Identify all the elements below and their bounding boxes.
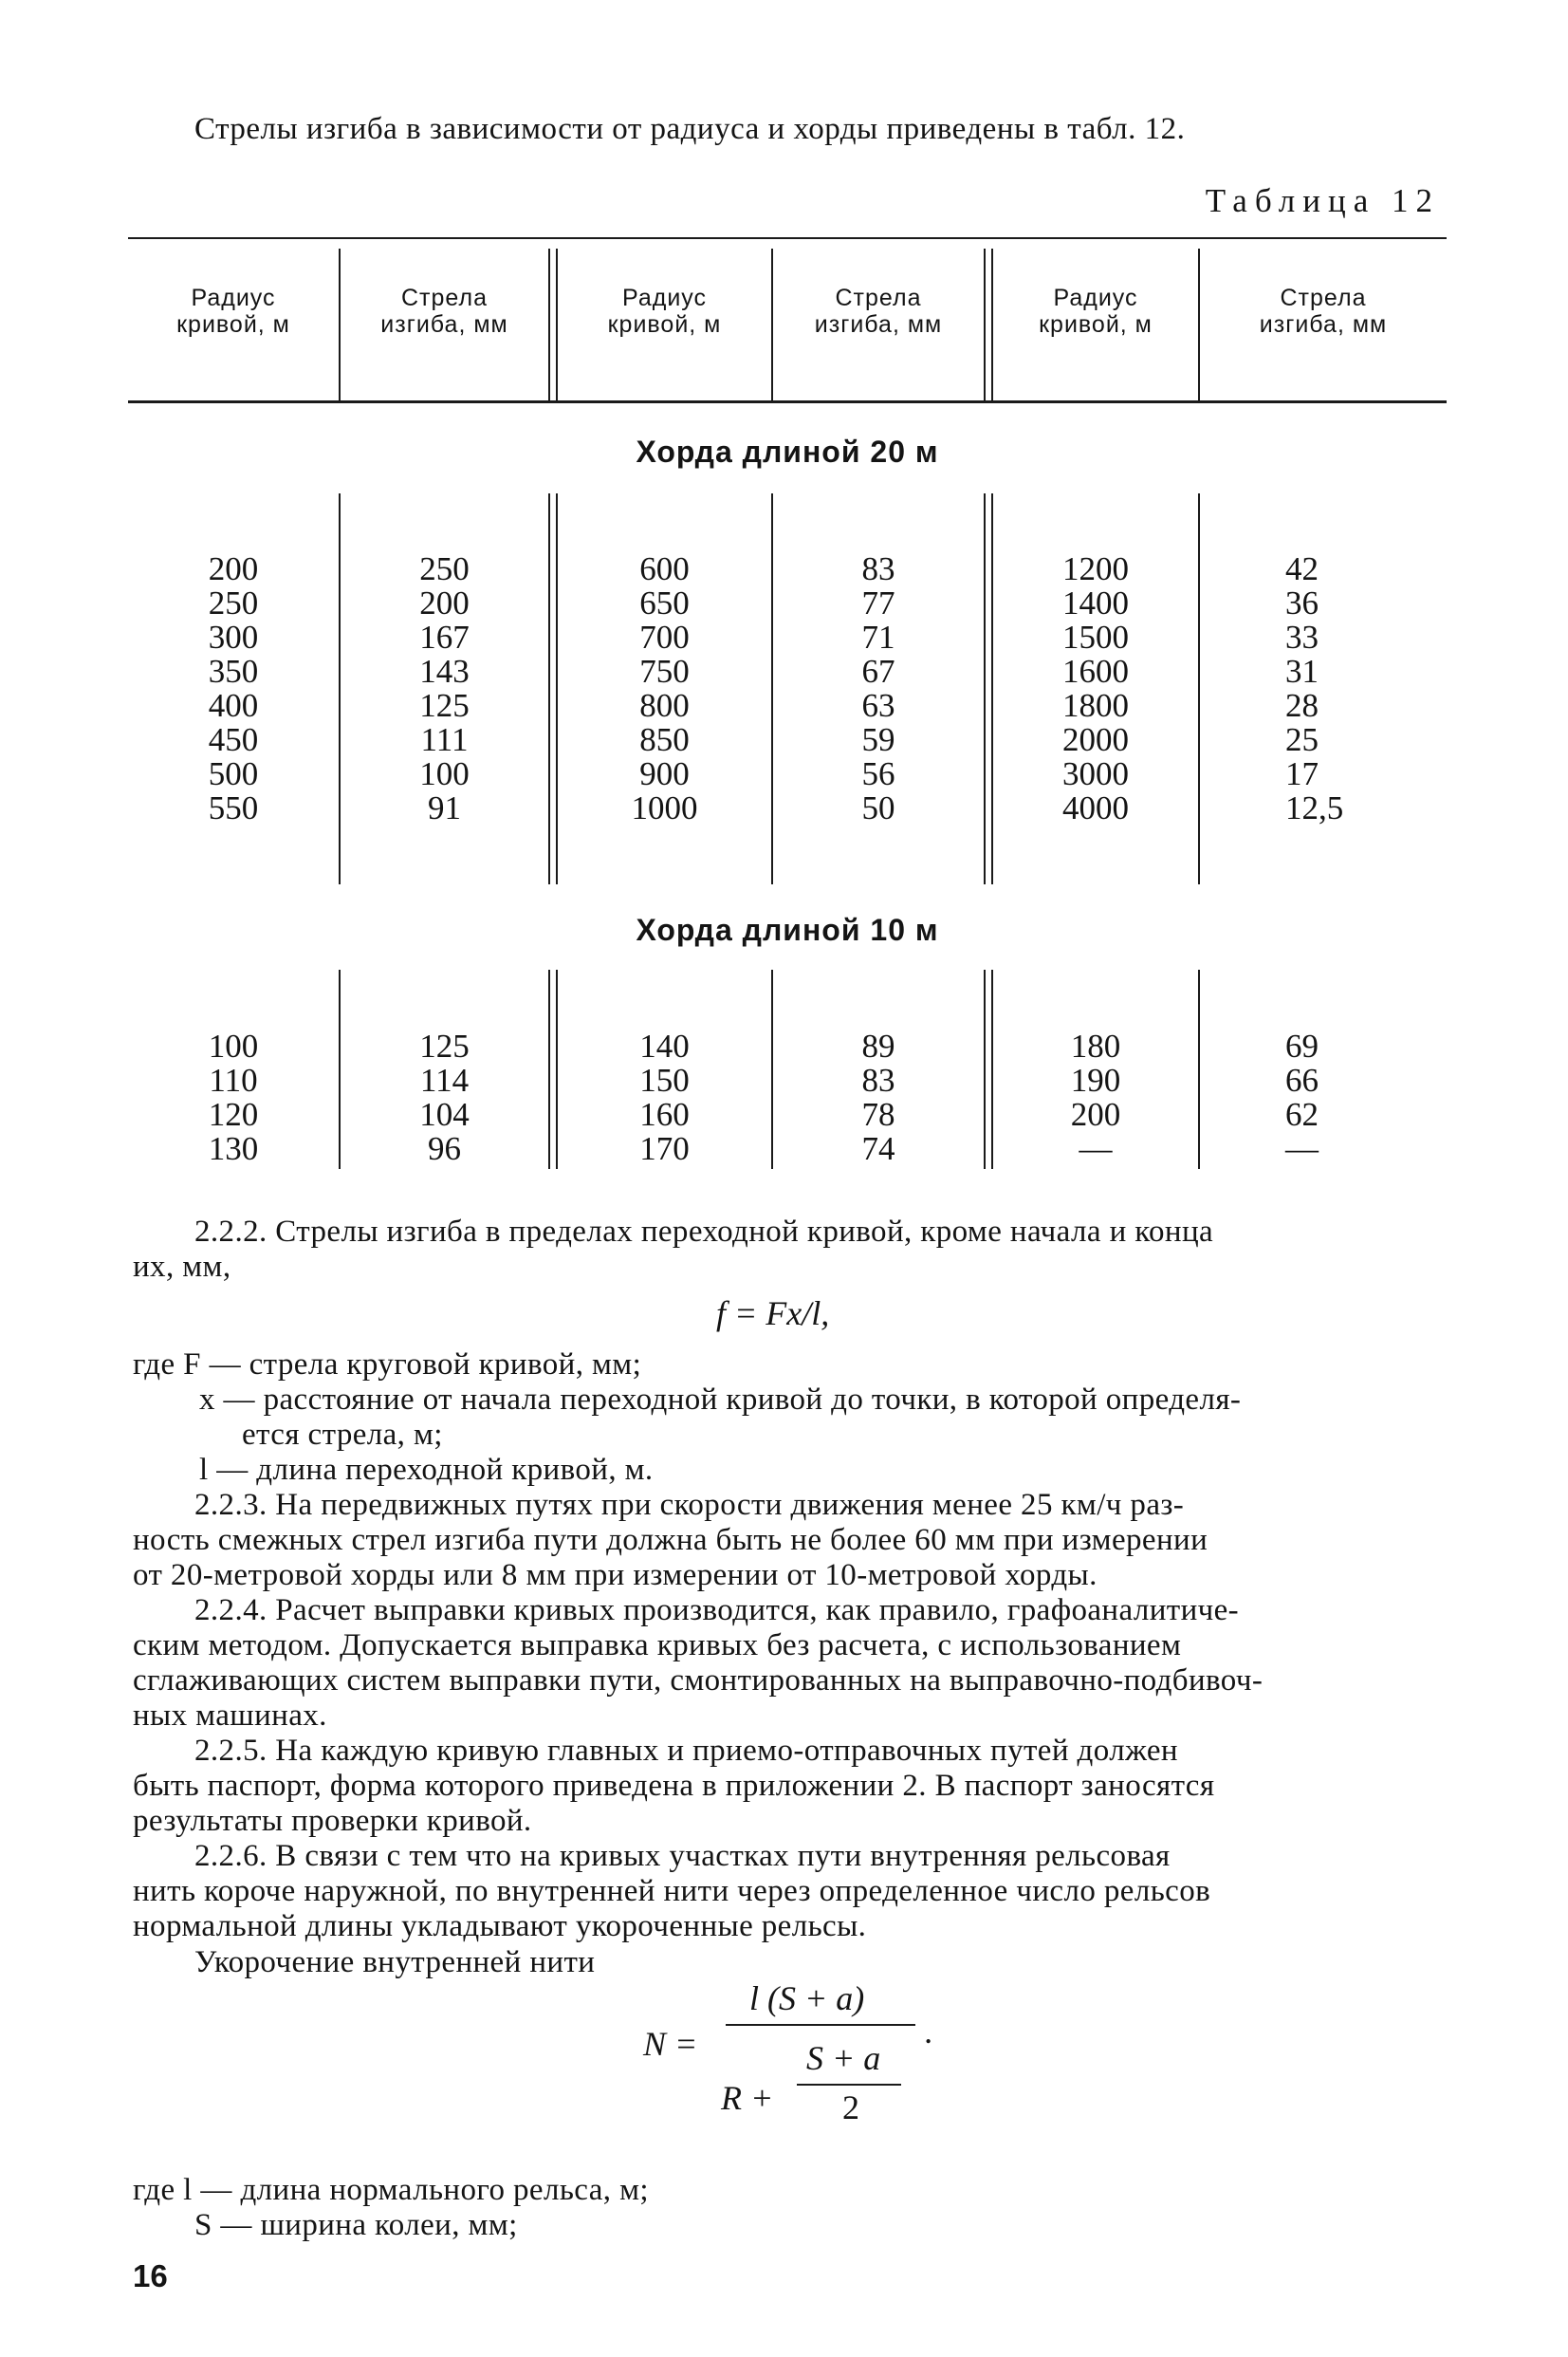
paragraph-2-2-6-line3: нормальной длины укладывают укороченные рельсы.: [133, 1909, 867, 1943]
header-deflection: Стрела изгиба, мм: [380, 285, 508, 338]
s1-col-radius-a: 200 250 300 350 400 450 500 550: [208, 550, 259, 826]
section-title-20m: Хорда длиной 20 м: [636, 435, 939, 469]
paragraph-2-2-4-line4: ных машинах.: [133, 1698, 327, 1733]
paragraph-2-2-3-line3: от 20-метровой хорды или 8 мм при измерении от 10-метровой хорды.: [133, 1558, 1098, 1592]
s2-col-deflection-a: 125 114 104 96: [419, 1028, 470, 1167]
header-radius: Радиус кривой, м: [1039, 285, 1153, 338]
formula-tail: .: [925, 2013, 933, 2051]
paragraph-2-2-3-line1: 2.2.3. На передвижных путях при скорости движения менее 25 км/ч раз-: [194, 1488, 1185, 1522]
deflection-table: [128, 237, 1447, 1177]
formula-den-num: S + a: [806, 2039, 881, 2077]
paragraph-2-2-6-line2: нить короче наружной, по внутренней нити через определенное число рельсов: [133, 1874, 1211, 1908]
col-separator: [548, 249, 550, 400]
header-deflection: Стрела изгиба, мм: [814, 285, 943, 338]
paragraph-2-2-4-line1: 2.2.4. Расчет выправки кривых производится, как правило, графоаналитиче-: [194, 1593, 1240, 1627]
page-number: 16: [133, 2258, 168, 2293]
header-radius: Радиус кривой, м: [176, 285, 290, 338]
s2-col-radius-a: 100 110 120 130: [208, 1028, 259, 1167]
formula-den-left: R +: [721, 2079, 774, 2117]
definition-x-cont: ется стрела, м;: [242, 1418, 443, 1452]
table-label: Таблица 12: [1205, 182, 1440, 219]
col-separator: [984, 249, 986, 400]
definition-F: где F — стрела круговой кривой, мм;: [133, 1347, 642, 1382]
definition-gauge: S — ширина колеи, мм;: [194, 2208, 518, 2242]
paragraph-2-2-4-line3: сглаживающих систем выправки пути, смонтированных на выправочно-подбивоч-: [133, 1663, 1264, 1698]
col-separator: [984, 493, 986, 884]
table-header-rule: [128, 400, 1447, 403]
col-separator: [548, 493, 550, 884]
s1-col-radius-c: 1200 1400 1500 1600 1800 2000 3000 4000: [1062, 550, 1129, 826]
intro-text: Стрелы изгиба в зависимости от радиуса и хорды приведены в табл. 12.: [194, 112, 1186, 146]
s1-col-radius-b: 600 650 700 750 800 850 900 1000: [631, 550, 698, 826]
paragraph-2-2-5-line1: 2.2.5. На каждую кривую главных и приемо-отправочных путей должен: [194, 1734, 1178, 1768]
definition-l: l — длина переходной кривой, м.: [199, 1453, 654, 1487]
formula-numerator: l (S + a): [749, 1979, 865, 2017]
paragraph-2-2-2-line2: их, мм,: [133, 1250, 231, 1284]
s1-col-deflection-b: 83 77 71 67 63 59 56 50: [861, 550, 895, 826]
formula-deflection: f = Fx/l,: [716, 1294, 830, 1332]
s2-col-radius-c: 180 190 200 —: [1070, 1028, 1121, 1167]
shortening-label: Укорочение внутренней нити: [194, 1945, 596, 1979]
s1-col-deflection-a: 250 200 167 143 125 111 100 91: [419, 550, 470, 826]
definition-rail-length: где l — длина нормального рельса, м;: [133, 2173, 649, 2207]
inner-fraction-bar: [797, 2084, 901, 2086]
header-deflection: Стрела изгиба, мм: [1259, 285, 1388, 338]
s1-col-deflection-c: 42 36 33 31 28 25 17 12,5: [1285, 550, 1344, 826]
formula-lhs: N =: [643, 2025, 698, 2063]
col-separator: [984, 970, 986, 1169]
header-radius: Радиус кривой, м: [607, 285, 722, 338]
paragraph-2-2-5-line2: быть паспорт, форма которого приведена в приложении 2. В паспорт заносятся: [133, 1769, 1215, 1803]
s2-col-deflection-b: 89 83 78 74: [861, 1028, 895, 1167]
fraction-bar: [726, 2024, 915, 2026]
paragraph-2-2-2-line1: 2.2.2. Стрелы изгиба в пределах переходной кривой, кроме начала и конца: [194, 1215, 1214, 1249]
col-separator: [548, 970, 550, 1169]
paragraph-2-2-3-line2: ность смежных стрел изгиба пути должна быть не более 60 мм при измерении: [133, 1523, 1208, 1557]
paragraph-2-2-6-line1: 2.2.6. В связи с тем что на кривых участках пути внутренняя рельсовая: [194, 1839, 1171, 1873]
s2-col-deflection-c: 69 66 62 —: [1285, 1028, 1319, 1167]
formula-den-den: 2: [842, 2088, 859, 2126]
paragraph-2-2-5-line3: результаты проверки кривой.: [133, 1804, 532, 1838]
s2-col-radius-b: 140 150 160 170: [639, 1028, 690, 1167]
definition-x: x — расстояние от начала переходной кривой до точки, в которой определя-: [199, 1383, 1242, 1417]
section-title-10m: Хорда длиной 10 м: [636, 913, 939, 947]
paragraph-2-2-4-line2: ским методом. Допускается выправка кривых без расчета, с использованием: [133, 1628, 1182, 1662]
table-top-rule: [128, 237, 1447, 239]
